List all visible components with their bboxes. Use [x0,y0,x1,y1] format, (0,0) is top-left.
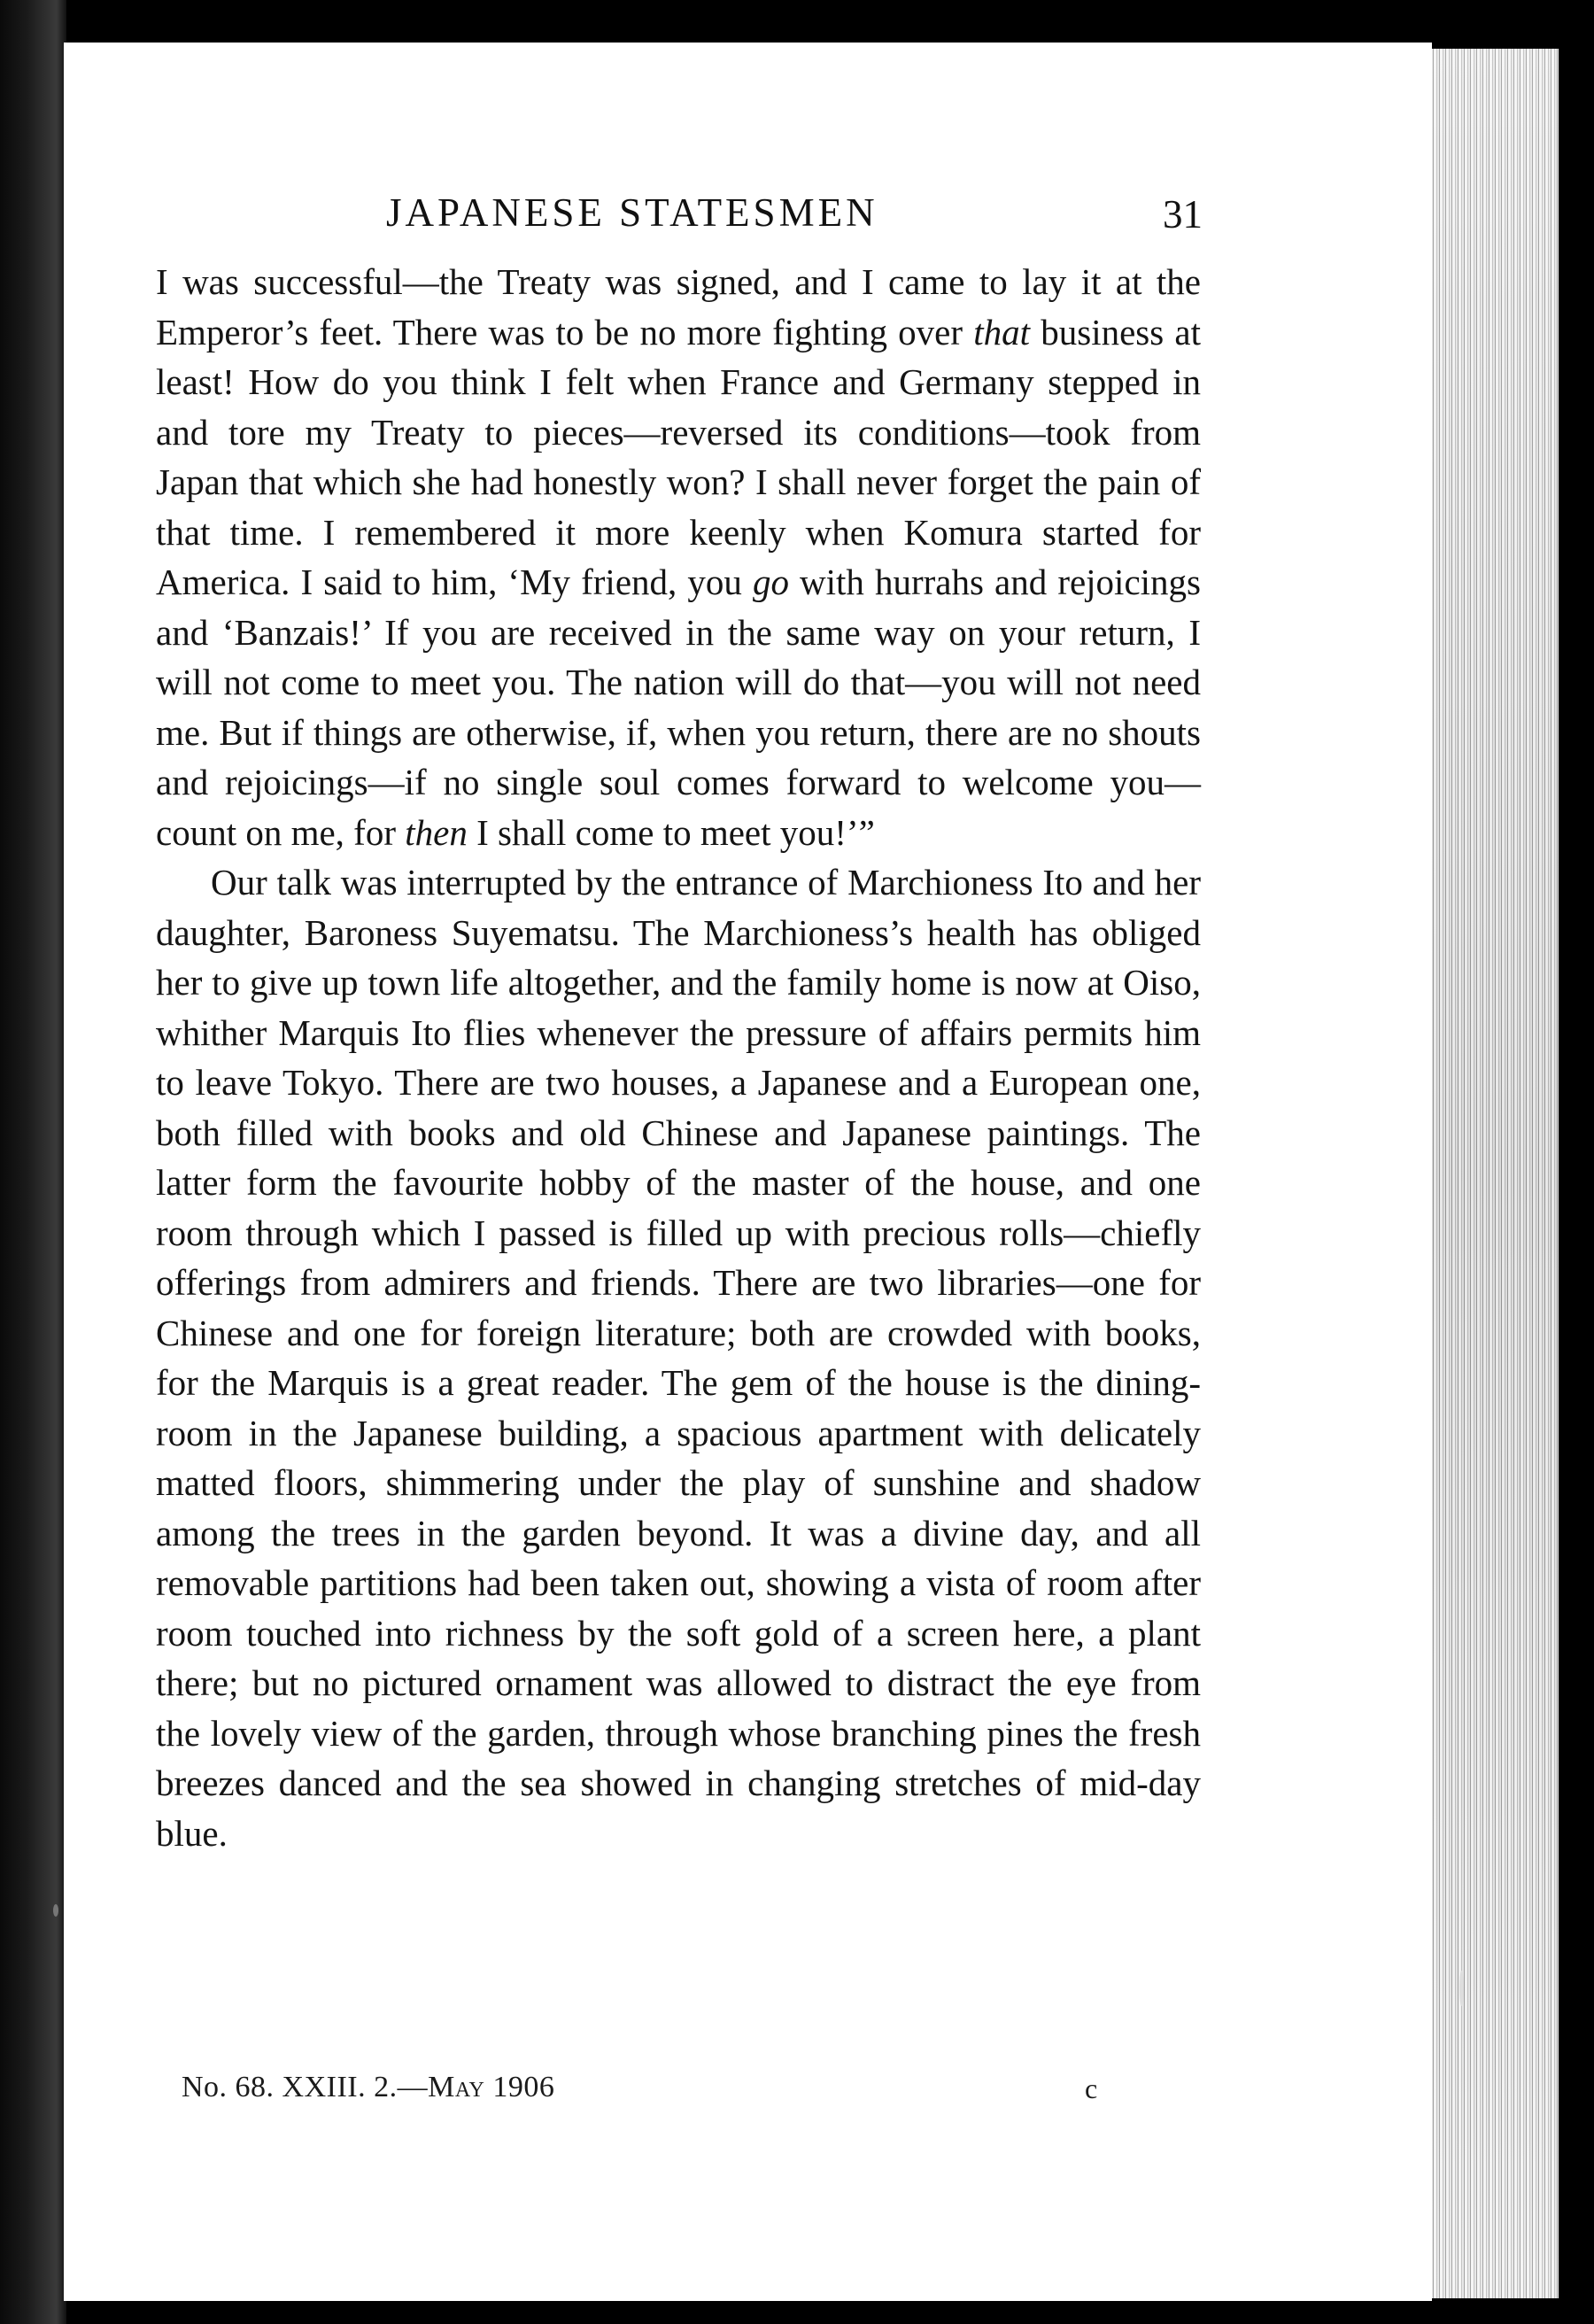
signature-mark: c [1085,2072,1098,2104]
running-title: JAPANESE STATESMEN [386,190,878,235]
page-number: 31 [1163,192,1203,236]
book-binding-edge [0,0,66,2324]
paragraph-1-italic-that: that [973,311,1031,352]
issue-month: May [428,2071,485,2103]
issue-footer [182,2071,554,2104]
paragraph-1 [156,257,1201,857]
paragraph-1-part-a: I was successful—the Treaty was signed, and I came to lay it at the Emperor’s feet. There was to be no more fighting over [156,261,1201,352]
paragraph-2: Our talk was interrupted by the entrance of Marchioness Ito and her daughter, Baroness Suyematsu. The Marchioness’s health has obliged her to give up town life altogether, and the family home is now at Oiso, whither Marquis Ito flies whenever the pressure of affairs permits him to leave Tokyo. There are two houses, a Japanese and a European one, both filled with books and old Chinese and Japanese paintings. The latter form the favourite hobby of the master of the house, and one room through which I passed is filled up with precious rolls—chiefly offerings from admirers and friends. There are two libraries—one for Chinese and one for foreign literature; both are crowded with books, for the Marquis is a great reader. The gem of the house is the dining-room in the Japanese building, a spacious apartment with delicately matted floors, shimmering under the play of sunshine and shadow among the trees in the garden beyond. It was a divine day, and all removable partitions had been taken out, showing a vista of room after room touched into richness by the soft gold of a screen here, a plant there; but no pictured ornament was allowed to distract the eye from the lovely view of the garden, through whose branching pines the fresh breezes danced and the sea showed in changing stretches of mid-day blue. [156,862,1201,1854]
scan-speck [1459,1971,1464,2006]
running-header [158,190,1203,243]
scan-speck [53,1904,58,1917]
issue-year: 1906 [484,2071,555,2103]
paragraph-1-part-d: I shall come to meet you!’” [467,811,875,853]
scan-border-right [1559,0,1594,2324]
paragraph-1-part-b: business at least! How do you think I felt when France and Germany stepped in and tore my Treaty to pieces—reversed its conditions—took from Japan that which she had honestly won? I shall never forget the pain of that time. I remembered it more keenly when Komura started for America. I said to him, ‘My friend, you [156,311,1201,602]
paragraph-1-italic-go: go [752,562,789,602]
paragraph-1-part-c: with hurrahs and rejoicings and ‘Banzais!’ If you are received in the same way on your return, I will not come to meet you. The nation will do that—you will not need me. But if things are otherwise, if, when you return, there are no shouts and rejoicings—if no single soul comes forward to welcome you—count on me, for [156,562,1201,853]
body-text [156,257,1201,1858]
paragraph-1-italic-then: then [405,811,468,853]
issue-number: No. 68. XXIII. 2.— [182,2071,429,2103]
page-edges [1421,49,1559,2298]
